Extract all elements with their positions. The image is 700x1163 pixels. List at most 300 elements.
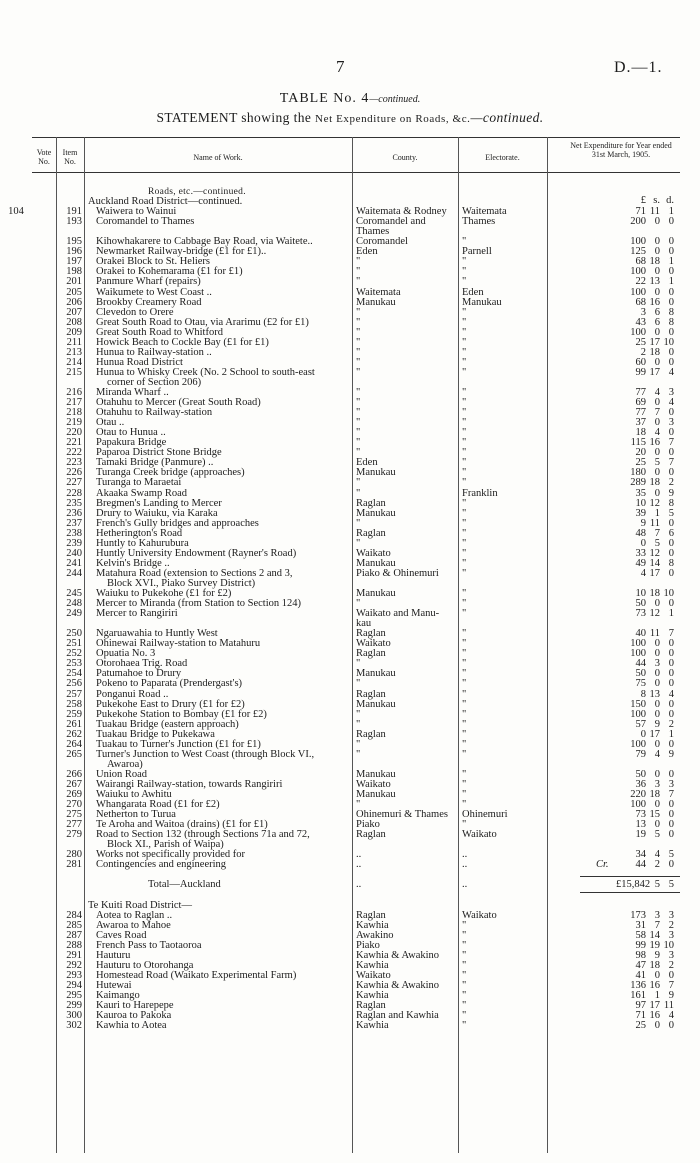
cell-county: Piako [356,819,380,830]
cell-shill: 3 [654,910,660,921]
cell-elect: .. [462,859,468,870]
cell-pounds: 100 [630,638,646,649]
cell-item: 281 [66,859,82,870]
cell-pence: 9 [668,749,674,760]
cell-shill: 0 [654,447,660,458]
cell-work: Patumahoe to Drury [96,668,182,679]
table-title-text: TABLE No. 4 [279,91,370,106]
cell-item: 284 [66,910,82,921]
cell-shill: 2 [654,859,660,870]
cell-elect: " [462,337,467,348]
cell-pence: 0 [668,447,674,458]
cell-pounds: 69 [635,397,646,408]
cell-item: 215 [66,367,82,378]
cell-item: 222 [66,447,82,458]
cell-item: 240 [66,548,82,559]
cell-item: 257 [66,689,82,700]
cell-item: 252 [66,648,82,659]
cell-pence: 0 [668,347,674,358]
cell-county: Piako & Ohinemuri [356,568,439,579]
cell-pounds: 2 [640,347,646,358]
cell-work: Ohinewai Railway-station to Matahuru [96,638,261,649]
cell-work: Brookby Creamery Road [96,297,202,308]
cell-shill: 0 [654,769,660,780]
cell-pounds: £15,842 [616,879,651,890]
cell-pounds: 100 [630,648,646,659]
table-row [0,679,700,689]
cell-item: 196 [66,246,82,257]
cell-work: Ponganui Road .. [96,689,169,700]
cell-county: " [356,397,361,408]
cell-county: Manukau [356,558,396,569]
cell-shill: 0 [654,397,660,408]
cell-county: " [356,327,361,338]
cell-item: 258 [66,699,82,710]
cell-elect: " [462,779,467,790]
cell-elect: " [462,317,467,328]
cell-county: Raglan and Kawhia [356,1010,439,1021]
cell-item: 227 [66,477,82,488]
pounds-symbol: £ [640,195,646,206]
cell-work: Otorohaea Trig. Road [96,658,188,669]
cell-item: 245 [66,588,82,599]
cell-shill: 0 [654,467,660,478]
cell-county: Waikato [356,638,391,649]
cell-pence: 8 [668,498,674,509]
cell-county: Kawhia [356,990,389,1001]
cell-pence: 0 [668,246,674,257]
cell-pounds: 43 [635,317,646,328]
cell-pence: 7 [668,437,674,448]
cell-item: 197 [66,256,82,267]
cell-work: Orakei to Kohemarama (£1 for £1) [96,266,243,277]
cell-work: Bregmen's Landing to Mercer [96,498,222,509]
cell-elect: Ohinemuri [462,809,508,820]
cell-work: Paparoa District Stone Bridge [96,447,222,458]
cell-county: Kawhia [356,920,389,931]
cell-cr: Cr. [596,859,609,870]
table-row [0,569,700,579]
cell-shill: 14 [649,930,660,941]
cell-elect: " [462,357,467,368]
cell-shill: 18 [649,588,660,599]
cell-work: Waiuku to Pukekohe (£1 for £2) [96,588,232,599]
cell-pounds: 100 [630,266,646,277]
cell-county: " [356,709,361,720]
cell-county: Piako [356,940,380,951]
cell-pounds: 73 [635,608,646,619]
cell-elect: " [462,729,467,740]
document-reference: D.—1. [614,59,663,76]
cell-county: " [356,427,361,438]
cell-pence: 1 [668,276,674,287]
cell-shill: 5 [654,879,660,890]
cell-shill: 17 [649,1000,660,1011]
cell-work: Otau to Hunua .. [96,427,166,438]
cell-elect: " [462,970,467,981]
cell-pounds: 97 [635,1000,646,1011]
cell-county: " [356,276,361,287]
cell-shill: 6 [654,317,660,328]
cell-county: Manukau [356,297,396,308]
cell-work: Aotea to Raglan .. [96,910,173,921]
cell-pence: 0 [668,548,674,559]
cell-pounds: 125 [630,246,646,257]
cell-item: 207 [66,307,82,318]
cell-county: Ohinemuri & Thames [356,809,448,820]
cell-shill: 9 [654,950,660,961]
cell-item: 223 [66,457,82,468]
cell-elect: Eden [462,287,484,298]
cell-pence: 0 [668,799,674,810]
cell-pounds: 44 [635,859,646,870]
cell-pounds: 40 [635,628,646,639]
cell-county: Manukau [356,668,396,679]
table-row [0,478,700,488]
cell-shill: 13 [649,276,660,287]
cell-county: " [356,367,361,378]
cell-vote: 104 [8,206,24,217]
cell-item: 287 [66,930,82,941]
cell-shill: 11 [649,206,660,217]
cell-shill: 0 [654,699,660,710]
cell-work: Hutewai [96,980,132,991]
cell-county: Coromandel and [356,216,426,227]
cell-item: 259 [66,709,82,720]
cell-pounds: 49 [635,558,646,569]
cell-item: 226 [66,467,82,478]
cell-item: 270 [66,799,82,810]
cell-pence: 9 [668,488,674,499]
cell-pounds: 18 [635,427,646,438]
cell-shill: 11 [649,628,660,639]
cell-county: Kawhia & Awakino [356,980,440,991]
cell-elect: " [462,236,467,247]
cell-work: Ngaruawahia to Huntly West [96,628,218,639]
cell-shill: 12 [649,498,660,509]
cell-work: Opuatia No. 3 [96,648,156,659]
cell-shill: 18 [649,256,660,267]
cell-item: 280 [66,849,82,860]
cell-work: Waiwera to Wainui [96,206,177,217]
cell-elect: " [462,256,467,267]
cell-work: Great South Road to Whitford [96,327,223,338]
cell-pounds: 34 [635,849,646,860]
cell-pence: 6 [668,528,674,539]
cell-elect: " [462,1020,467,1031]
cell-elect: " [462,498,467,509]
cell-shill: 0 [654,236,660,247]
cell-shill: 3 [654,779,660,790]
cell-pence: 0 [668,809,674,820]
cell-pence: 0 [668,739,674,750]
cell-work: Drury to Waiuku, via Karaka [96,508,218,519]
cell-item: 195 [66,236,82,247]
cell-item: 288 [66,940,82,951]
cell-pounds: 50 [635,598,646,609]
cell-elect: " [462,457,467,468]
cell-county: Waitemata [356,287,401,298]
cell-work: Awaroa) [107,759,143,770]
cell-work: Netherton to Turua [96,809,176,820]
cell-county: Eden [356,457,378,468]
cell-elect: " [462,266,467,277]
cell-pence: 0 [668,1020,674,1031]
table-title [0,91,700,107]
cell-pence: 7 [668,789,674,800]
cell-pounds: 44 [635,658,646,669]
cell-county: " [356,337,361,348]
cell-shill: 0 [654,638,660,649]
cell-pounds: 20 [635,447,646,458]
cell-elect: " [462,538,467,549]
cell-pounds: 100 [630,287,646,298]
cell-pounds: 161 [630,990,646,1001]
cell-county: Manukau [356,588,396,599]
cell-item: 214 [66,357,82,368]
cell-work: Mercer to Rangiriri [96,608,178,619]
cell-shill: 7 [654,920,660,931]
cell-pence: 3 [668,387,674,398]
cell-work: Kelvin's Bridge .. [96,558,170,569]
cell-item: 206 [66,297,82,308]
cell-pounds: 57 [635,719,646,730]
cell-pence: 0 [668,287,674,298]
cell-elect: " [462,437,467,448]
cell-shill: 9 [654,719,660,730]
cell-item: 254 [66,668,82,679]
cell-pounds: 8 [640,689,646,700]
cell-item: 193 [66,216,82,227]
cell-item: 235 [66,498,82,509]
cell-work: Total—Auckland [148,879,221,890]
cell-county: " [356,488,361,499]
cell-county: " [356,598,361,609]
cell-shill: 16 [649,1010,660,1021]
cell-work: Akaaka Swamp Road [96,488,187,499]
cell-work: Hunua to Railway-station .. [96,347,212,358]
table-row [0,217,700,227]
cell-shill: 0 [654,598,660,609]
cell-elect: " [462,588,467,599]
cell-pounds: 77 [635,387,646,398]
cell-work: Pukekohe Station to Bombay (£1 for £2) [96,709,267,720]
cell-county: Raglan [356,648,386,659]
cell-pence: 1 [668,206,674,217]
cell-shill: 6 [654,307,660,318]
cell-county: Coromandel [356,236,408,247]
cell-pence: 9 [668,990,674,1001]
cell-item: 248 [66,598,82,609]
cell-pence: 0 [668,668,674,679]
cell-work: Coromandel to Thames [96,216,195,227]
cell-item: 217 [66,397,82,408]
total-row [0,880,700,890]
cell-elect: " [462,568,467,579]
cell-pounds: 50 [635,668,646,679]
cell-item: 261 [66,719,82,730]
cell-elect: " [462,367,467,378]
header-electorate: Electorate. [485,153,520,162]
table-row [0,750,700,760]
cell-work: Waikumete to West Coast .. [96,287,212,298]
cell-item: 300 [66,1010,82,1021]
cell-shill: 18 [649,960,660,971]
cell-pence: 2 [668,960,674,971]
subtitle-suffix: —continued. [470,110,544,125]
cell-work: Tuakau Bridge (eastern approach) [96,719,239,730]
table-subtitle [0,110,700,126]
cell-pence: 0 [668,859,674,870]
cell-pence: 0 [668,518,674,529]
cell-shill: 7 [654,528,660,539]
cell-shill: 5 [654,829,660,840]
cell-pence: 2 [668,719,674,730]
cell-work: Panmure Wharf (repairs) [96,276,201,287]
cell-elect: " [462,799,467,810]
cell-elect: " [462,427,467,438]
cell-elect: .. [462,849,468,860]
cell-work: Huntly University Endowment (Rayner's Road) [96,548,297,559]
cell-county: Raglan [356,1000,386,1011]
cell-item: 205 [66,287,82,298]
table-row [0,368,700,378]
cell-shill: 4 [654,749,660,760]
cell-elect: " [462,347,467,358]
cell-pence: 0 [668,699,674,710]
cell-pounds: 39 [635,508,646,519]
cell-county: " [356,357,361,368]
cell-elect: " [462,819,467,830]
header-vote: Vote No. [36,148,52,166]
header-expenditure: Net Expenditure for Year ended 31st March, 1905. [570,141,672,159]
cell-county: Thames [356,226,390,237]
cell-elect: " [462,397,467,408]
table-row [0,870,700,880]
cell-pounds: 100 [630,236,646,247]
cell-pounds: 71 [635,206,646,217]
cell-shill: 5 [654,457,660,468]
cell-shill: 4 [654,849,660,860]
cell-county: " [356,658,361,669]
cell-elect: " [462,658,467,669]
cell-shill: 3 [654,658,660,669]
cell-county: Raglan [356,729,386,740]
cell-shill: 7 [654,407,660,418]
cell-item: 228 [66,488,82,499]
cell-pence: 0 [668,829,674,840]
cell-item: 238 [66,528,82,539]
cell-county: Waikato [356,779,391,790]
cell-elect: " [462,387,467,398]
table-title-suffix: —continued. [369,94,421,105]
cell-shill: 0 [654,266,660,277]
cell-elect: " [462,920,467,931]
cell-county: " [356,387,361,398]
cell-county: " [356,719,361,730]
cell-elect: " [462,508,467,519]
cell-county: Waitemata & Rodney [356,206,447,217]
cell-pounds: 0 [640,538,646,549]
cell-pence: 0 [668,769,674,780]
cell-county: " [356,678,361,689]
cell-shill: 16 [649,437,660,448]
cell-shill: 14 [649,558,660,569]
cell-shill: 0 [654,287,660,298]
cell-work: Hunua to Whisky Creek (No. 2 School to south-east [96,367,315,378]
header-bottom-rule [32,172,680,173]
cell-pence: 0 [668,327,674,338]
cell-shill: 0 [654,648,660,659]
subtitle-caps: Net Expenditure on Roads, &c. [315,113,471,125]
cell-item: 262 [66,729,82,740]
table-row [0,830,700,840]
cell-work: Whangarata Road (£1 for £2) [96,799,220,810]
cell-pence: 2 [668,920,674,931]
cell-pounds: 71 [635,1010,646,1021]
cell-item: 219 [66,417,82,428]
total-rule [580,876,680,877]
cell-pounds: 25 [635,1020,646,1031]
cell-shill: 17 [649,337,660,348]
cell-elect: " [462,990,467,1001]
cell-pence: 3 [668,779,674,790]
cell-pence: 0 [668,709,674,720]
cell-item: 209 [66,327,82,338]
cell-work: Tuakau Bridge to Pukekawa [96,729,215,740]
cell-elect: " [462,940,467,951]
cell-pence: 10 [663,588,674,599]
cell-shill: 1 [654,990,660,1001]
cell-pounds: 25 [635,457,646,468]
cell-pounds: 100 [630,327,646,338]
cell-shill: 0 [654,327,660,338]
cell-work: Te Kuiti Road District— [88,900,192,911]
cell-shill: 0 [654,799,660,810]
cell-item: 191 [66,206,82,217]
cell-item: 208 [66,317,82,328]
cell-elect: " [462,699,467,710]
cell-item: 250 [66,628,82,639]
cell-pence: 0 [668,357,674,368]
cell-work: Pokeno to Paparata (Prendergast's) [96,678,243,689]
cell-pence: 1 [668,729,674,740]
cell-county: .. [356,849,362,860]
cell-county: Raglan [356,689,386,700]
cell-county: " [356,518,361,529]
cell-county: Raglan [356,910,386,921]
cell-work: Clevedon to Orere [96,307,174,318]
cell-elect: Franklin [462,488,498,499]
cell-item: 266 [66,769,82,780]
cell-work: French Pass to Taotaoroa [96,940,202,951]
cell-elect: " [462,528,467,539]
cell-pounds: 289 [630,477,646,488]
cell-work: Hauturu [96,950,131,961]
cell-pence: 0 [668,427,674,438]
cell-pence: 10 [663,940,674,951]
cell-item: 236 [66,508,82,519]
cell-work: Roads, etc.—continued. [148,187,246,197]
cell-shill: 0 [654,819,660,830]
cell-pounds: 150 [630,699,646,710]
cell-county: Waikato [356,970,391,981]
cell-item: 299 [66,1000,82,1011]
cell-item: 292 [66,960,82,971]
subtitle-main: STATEMENT showing the [156,110,316,125]
cell-elect: " [462,1010,467,1021]
cell-elect: Waikato [462,910,497,921]
